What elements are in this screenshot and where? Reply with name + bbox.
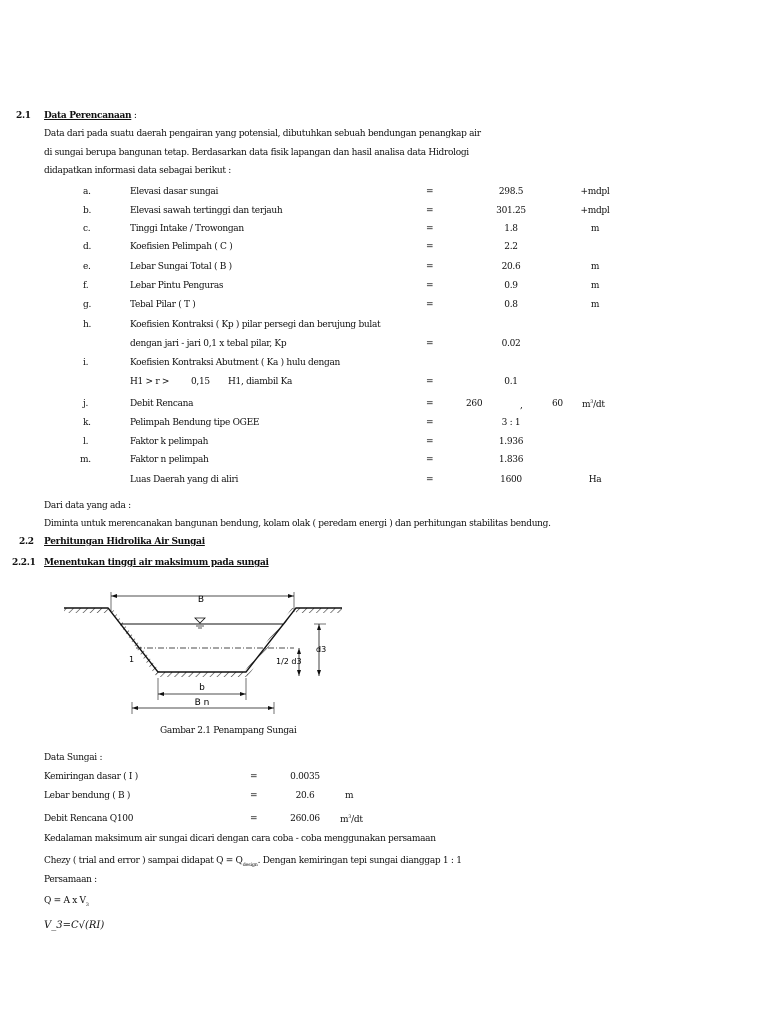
item-letter: c. [83,224,91,234]
item-label: Elevasi dasar sungai [130,187,219,197]
data-sungai-title: Data Sungai : [44,753,103,763]
item-letter: a. [83,187,91,197]
section-title-2-2-1: Menentukan tinggi air maksimum pada sungai [44,558,269,568]
item-letter: g. [83,300,92,310]
label-slope: 1 [129,655,135,664]
item-label: Tebal Pilar ( T ) [130,300,196,310]
item-unit: $m^3/dt$ [582,399,605,410]
item-eq: = [426,475,434,485]
label-b: b [199,683,205,693]
data-sungai-unit: m [345,791,354,801]
item-unit: m [590,224,600,234]
item-value: 20.6 [501,262,521,272]
item-letter: f. [83,281,89,291]
item-letter: h. [83,320,92,330]
item-label: Koefisien Kontraksi ( Kp ) pilar persegi dan berujung bulat [130,320,381,330]
item-value: 0.1 [504,377,518,387]
item-eq: = [426,455,434,465]
section-number: 2.2.1 [12,558,36,568]
item-eq: = [426,300,434,310]
data-sungai-value: 0.0035 [290,772,320,782]
item-label: Lebar Pintu Penguras [130,281,224,291]
item-value: 3 : 1 [501,418,521,428]
river-cross-section-diagram [56,590,356,720]
item-eq: = [426,281,434,291]
item-letter: e. [83,262,91,272]
data-sungai-label: Lebar bendung ( B ) [44,791,131,801]
section-title-2-1: Data Perencanaan : [44,111,137,121]
equation-q: Q = A x $V_3$ [44,896,89,908]
data-sungai-label: Debit Rencana Q100 [44,814,134,824]
data-sungai-value: 260.06 [290,814,320,824]
outro-line-1: Dari data yang ada : [44,501,131,511]
item-eq: = [426,242,434,252]
item-unit: +mdpl [580,187,610,197]
item-value: 0.8 [504,300,518,310]
item-eq: = [426,262,434,272]
item-value-b: 60 [552,399,563,409]
item-unit: m [590,281,600,291]
item-eq: = [426,437,434,447]
item-letter: k. [83,418,91,428]
item-label-cont: 0,15 [191,377,210,387]
water-level-icon [195,618,205,628]
outro-line-2: Diminta untuk merencanakan bangunan bendung, kolam olak ( peredam energi ) dan perhitungan stabilitas bendung. [44,519,551,529]
item-letter: j. [83,399,89,409]
item-label-cont: H1 > r > [130,377,170,387]
label-half-d3: 1/2 d3 [276,657,302,666]
data-sungai-unit: $m^3/dt$ [340,814,363,825]
item-value: 0.02 [501,339,521,349]
item-eq: = [426,377,434,387]
item-label: Koefisien Kontraksi Abutment ( Ka ) hulu dengan [130,358,341,368]
section-number: 2.2 [19,537,34,547]
item-value: 1.8 [504,224,518,234]
item-value: 301.25 [496,206,526,216]
figure-caption: Gambar 2.1 Penampang Sungai [160,726,297,736]
item-value-comma: , [520,401,523,411]
item-letter: i. [83,358,89,368]
persamaan-label: Persamaan : [44,875,97,885]
item-letter: m. [80,455,91,465]
item-value: 2.2 [504,242,518,252]
item-unit: m [590,300,600,310]
label-d3: d3 [316,645,327,654]
item-label: Tinggi Intake / Trowongan [130,224,244,234]
method-text-line-1: Kedalaman maksimum air sungai dicari dengan cara coba - coba menggunakan persamaan [44,834,436,844]
item-value: 0.9 [504,281,518,291]
item-value: 1600 [500,475,522,485]
item-label: Debit Rencana [130,399,194,409]
section-number: 2.1 [16,111,31,121]
item-unit: +mdpl [580,206,610,216]
item-label: Elevasi sawah tertinggi dan terjauh [130,206,283,216]
item-value-a: 260 [466,399,483,409]
item-eq: = [426,418,434,428]
data-sungai-value: 20.6 [295,791,315,801]
method-text-line-2: Chezy ( trial and error ) sampai didapat $Q = Q_{design}$. Dengan kemiringan tepi sungai dianggap 1 : 1 [44,856,462,868]
item-unit: Ha [588,475,602,485]
item-label: Faktor k pelimpah [130,437,209,447]
intro-line-1: Data dari pada suatu daerah pengairan yang potensial, dibutuhkan sebuah bendungan penangkap air [44,129,481,139]
item-eq: = [426,206,434,216]
item-label: Faktor n pelimpah [130,455,209,465]
item-label: Luas Daerah yang di aliri [130,475,239,485]
item-unit: m [590,262,600,272]
item-eq: = [426,187,434,197]
item-value: 298.5 [498,187,524,197]
label-B: B [197,595,205,605]
section-title-2-2: Perhitungan Hidrolika Air Sungai [44,537,205,547]
item-letter: d. [83,242,92,252]
item-eq: = [426,224,434,234]
data-sungai-eq: = [250,791,258,801]
item-label: Lebar Sungai Total ( B ) [130,262,232,272]
item-label: Koefisien Pelimpah ( C ) [130,242,233,252]
data-sungai-eq: = [250,772,258,782]
item-label-cont: H1, diambil Ka [228,377,293,387]
label-Bn: B n [194,698,210,708]
intro-line-3: didapatkan informasi data sebagai berikut : [44,166,232,176]
item-eq: = [426,399,434,409]
item-label: Pelimpah Bendung tipe OGEE [130,418,260,428]
equation-v3: V_3=C√(RI) [44,920,105,931]
item-label-cont: dengan jari - jari 0,1 x tebal pilar, Kp [130,339,287,349]
item-eq: = [426,339,434,349]
intro-line-2: di sungai berupa bangunan tetap. Berdasarkan data fisik lapangan dan hasil analisa data Hidrologi [44,148,469,158]
item-letter: l. [83,437,89,447]
item-letter: b. [83,206,92,216]
data-sungai-label: Kemiringan dasar ( I ) [44,772,138,782]
item-value: 1.936 [498,437,524,447]
data-sungai-eq: = [250,814,258,824]
item-value: 1.836 [498,455,524,465]
